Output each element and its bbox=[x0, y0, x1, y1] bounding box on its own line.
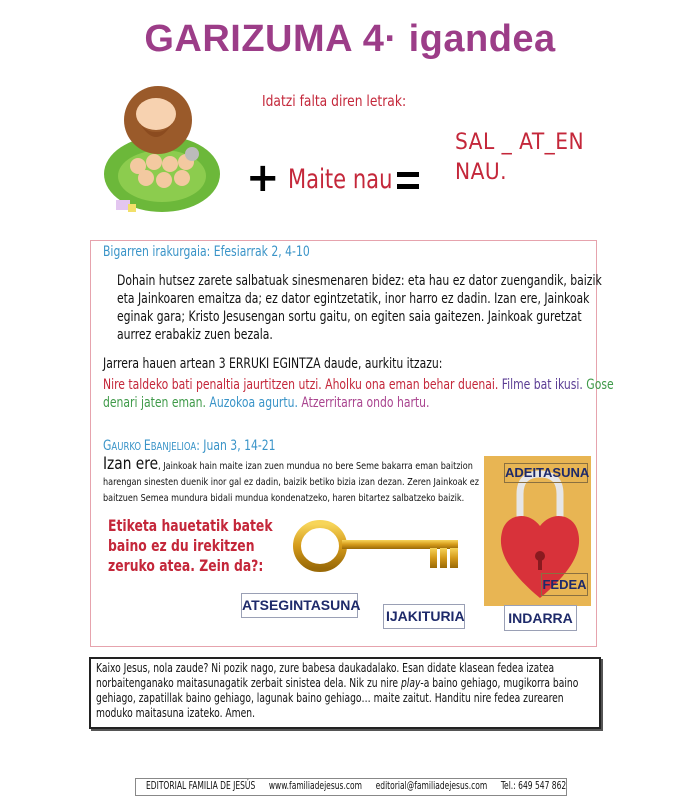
puzzle-phrase: Maite nau bbox=[288, 164, 393, 195]
mercy-options-list bbox=[103, 376, 619, 412]
gospel-label-part: AURKO bbox=[111, 440, 144, 453]
label-indarra[interactable]: INDARRA bbox=[504, 605, 577, 631]
gospel-label-part: : bbox=[196, 438, 204, 454]
footer-phone: Tel.: 649 547 862 bbox=[500, 780, 567, 792]
mercy-option: Filme bat ikusi. bbox=[501, 377, 587, 393]
plus-symbol: + bbox=[246, 155, 280, 201]
mercy-heading-bold: Jarrera hauen artean 3 ERRUKI EGINTZA bbox=[103, 356, 321, 372]
footer-publisher: EDITORIAL FAMILIA DE JESÚS bbox=[146, 780, 256, 792]
prayer-text bbox=[96, 661, 598, 721]
second-reading-heading bbox=[103, 244, 310, 260]
answer-line-2: NAU. bbox=[455, 160, 508, 185]
footer-website[interactable]: www.familiadejesus.com bbox=[268, 780, 363, 792]
mercy-option: Gose denari jaten eman. bbox=[103, 377, 614, 411]
fill-letters-instruction: Idatzi falta diren letrak: bbox=[262, 92, 407, 110]
gospel-label-part: E bbox=[143, 438, 151, 454]
mercy-option: Auzokoa agurtu. bbox=[209, 395, 302, 411]
gospel-body: , Jainkoak hain maite izan zuen mundua no bere Seme bakarra eman baitzion harengan sinesten duenik inor gal ez dadin, baizik betiko bizia izan dezan. Zeren Jainkoak ez baitzuen Semea mundura bidali mundua kondenatzeko, haren bitartez salbatzeko baizik. bbox=[103, 461, 480, 504]
jesus-hugging-children-illustration bbox=[98, 82, 230, 216]
prayer-part-1: Kaixo Jesus, nola zaude? Ni pozik nago, zure babesa daukadalako. Esan didate klasean fedea izatea norbaitenganako maitasunagatik zerbait sinistea dela. Nik zu nire bbox=[96, 661, 555, 690]
label-adeitasuna[interactable]: ADEITASUNA bbox=[504, 463, 588, 483]
mercy-works-heading bbox=[103, 356, 619, 372]
footer-text bbox=[146, 780, 567, 792]
golden-key-icon bbox=[292, 518, 462, 578]
label-ijakituria[interactable]: IJAKITURIA bbox=[383, 604, 465, 629]
gospel-text bbox=[103, 456, 481, 507]
gospel-lead: Izan ere bbox=[103, 454, 159, 474]
second-reading-label: Bigarren irakurgaia: bbox=[103, 244, 211, 260]
mercy-option: Nire taldeko bati penaltia jaurtitzen utzi. bbox=[103, 377, 326, 393]
footer-email[interactable]: editorial@familiadejesus.com bbox=[375, 780, 488, 792]
gospel-heading bbox=[103, 438, 276, 454]
prayer-part-2: -a baino gehiago, mugikorra baino gehiago, zapatillak baino gehiago, lagunak baino gehiago… maite zaitut. Handitu nire fedea zurearen moduko maitasuna izateko. Amen. bbox=[96, 676, 579, 720]
puzzle-answer bbox=[455, 128, 584, 188]
label-fedea[interactable]: FEDEA bbox=[541, 573, 588, 596]
gospel-label-part: BANJELIOA bbox=[150, 440, 197, 453]
key-question: Etiketa hauetatik batek baino ez du irekitzen zeruko atea. Zein da?: bbox=[108, 516, 273, 575]
equals-symbol bbox=[397, 172, 419, 196]
label-atsegintasuna[interactable]: ATSEGINTASUNA bbox=[241, 593, 358, 618]
mercy-option: Atzerritarra ondo hartu. bbox=[301, 395, 430, 411]
answer-line-1: SAL _ AT_EN bbox=[455, 130, 585, 155]
page-title: GARIZUMA 4· igandea bbox=[144, 18, 556, 60]
mercy-option: Aholku ona eman behar duenai. bbox=[325, 377, 502, 393]
second-reading-reference: Efesiarrak 2, 4-10 bbox=[213, 244, 310, 260]
prayer-italic: play bbox=[400, 676, 421, 690]
gospel-label-part: G bbox=[103, 438, 112, 454]
mercy-heading-rest: daude, aurkitu itzazu: bbox=[320, 356, 443, 372]
gospel-reference: Juan 3, 14-21 bbox=[203, 438, 276, 454]
second-reading-text: Dohain hutsez zarete salbatuak sinesmenaren bidez: eta hau ez dator zuengandik, baizik eta Jainkoaren emaitza da; ez dator egintzetatik, inor harro ez dadin. Izan ere, Jainkoak eginak gara; Kristo Jesusengan sortu gaitu, on egiten saia gaitezen. Jainkoak guretzat aurrez erabakiz zuen bezala. bbox=[117, 273, 602, 343]
